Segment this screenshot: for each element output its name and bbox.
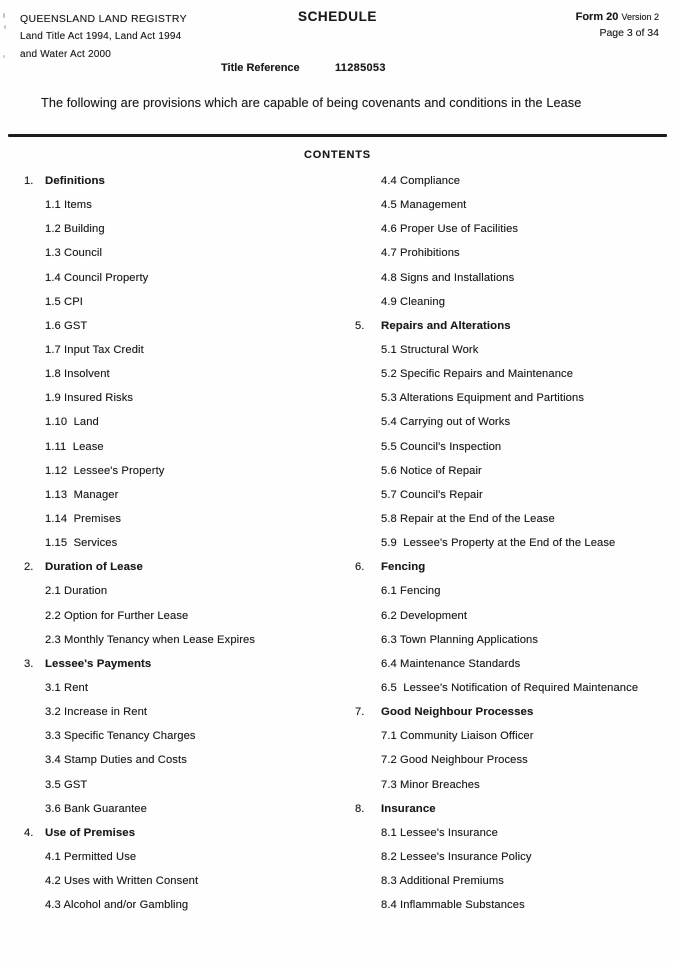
toc-entry-label: 5.9 Lessee's Property at the End of the Lease (381, 537, 616, 550)
toc-entry-label: 6.2 Development (381, 609, 468, 622)
toc-entry-label: 1.4 Council Property (45, 271, 149, 284)
toc-row (355, 676, 673, 700)
toc-entry-label: 4.7 Prohibitions (381, 247, 460, 260)
toc-row (24, 531, 344, 555)
toc-entry-label: Fencing (381, 561, 426, 574)
toc-entry-label: 4.4 Compliance (381, 175, 461, 188)
toc-entry-label: Good Neighbour Processes (381, 706, 534, 719)
toc-row (355, 700, 673, 724)
toc-entry-label: 1.11 Lease (45, 440, 104, 453)
toc-row (355, 579, 673, 603)
toc-entry-label: 5.2 Specific Repairs and Maintenance (381, 368, 574, 381)
toc-entry-label: 8.1 Lessee's Insurance (381, 826, 498, 839)
toc-row (355, 241, 673, 265)
toc-row (355, 290, 673, 314)
toc-entry-label: 1.6 GST (45, 319, 88, 332)
toc-entry-label: 1.15 Services (45, 537, 118, 550)
toc-section-number: 1. (24, 175, 34, 188)
toc-row (24, 579, 344, 603)
toc-row (24, 266, 344, 290)
toc-row (24, 748, 344, 772)
toc-row (24, 362, 344, 386)
toc-entry-label: 1.13 Manager (45, 488, 119, 501)
toc-row (24, 459, 344, 483)
toc-section-number: 2. (24, 561, 34, 574)
toc-entry-label: 4.9 Cleaning (381, 295, 446, 308)
toc-entry-label: 5.3 Alterations Equipment and Partitions (381, 392, 585, 405)
toc-entry-label: 4.5 Management (381, 199, 467, 212)
toc-entry-label: 1.2 Building (45, 223, 105, 236)
scan-speck (4, 25, 6, 29)
toc-entry-label: 1.9 Insured Risks (45, 392, 134, 405)
toc-row (355, 652, 673, 676)
toc-row (24, 314, 344, 338)
toc-section-number: 3. (24, 657, 34, 670)
toc-entry-label: 7.2 Good Neighbour Process (381, 754, 528, 767)
toc-row (24, 845, 344, 869)
title-reference-value: 11285053 (335, 62, 386, 74)
form-version: Version 2 (621, 12, 659, 22)
toc-entry-label: 3.6 Bank Guarantee (45, 802, 147, 815)
toc-row (355, 217, 673, 241)
toc-section-number: 5. (355, 319, 365, 332)
toc-entry-label: 1.14 Premises (45, 513, 122, 526)
toc-row (24, 893, 344, 917)
toc-entry-label: 1.5 CPI (45, 295, 84, 308)
toc-entry-label: 3.5 GST (45, 778, 88, 791)
toc-entry-label: 2.1 Duration (45, 585, 108, 598)
toc-row (24, 555, 344, 579)
toc-entry-label: 8.3 Additional Premiums (381, 875, 504, 888)
toc-entry-label: 4.2 Uses with Written Consent (45, 875, 199, 888)
toc-entry-label: Duration of Lease (45, 561, 143, 574)
form-number: Form 20 (575, 11, 619, 23)
toc-entry-label: 5.1 Structural Work (381, 344, 479, 357)
toc-entry-label: 5.8 Repair at the End of the Lease (381, 513, 555, 526)
toc-row (24, 241, 344, 265)
toc-entry-label: 6.1 Fencing (381, 585, 441, 598)
toc-row (355, 435, 673, 459)
toc-row (355, 845, 673, 869)
toc-entry-label: 5.7 Council's Repair (381, 488, 483, 501)
toc-entry-label: 3.1 Rent (45, 682, 89, 695)
toc-row (355, 169, 673, 193)
title-reference-label: Title Reference (221, 62, 300, 74)
toc-entry-label: 5.5 Council's Inspection (381, 440, 502, 453)
toc-row (355, 483, 673, 507)
toc-entry-label: 8.2 Lessee's Insurance Policy (381, 851, 532, 863)
toc-row (24, 724, 344, 748)
toc-row (355, 797, 673, 821)
contents-heading: CONTENTS (304, 149, 371, 161)
toc-section-number: 7. (355, 706, 365, 719)
toc-row (24, 797, 344, 821)
toc-row (24, 386, 344, 410)
toc-entry-label: Definitions (45, 175, 105, 188)
toc-row (355, 410, 673, 434)
toc-row (355, 362, 673, 386)
toc-entry-label: 3.2 Increase in Rent (45, 706, 148, 719)
toc-entry-label: 8.4 Inflammable Substances (381, 899, 525, 912)
toc-row (355, 724, 673, 748)
toc-section-number: 4. (24, 826, 34, 839)
toc-entry-label: Lessee's Payments (45, 657, 152, 670)
toc-row (355, 266, 673, 290)
toc-entry-label: 1.8 Insolvent (45, 368, 110, 381)
toc-row (24, 169, 344, 193)
toc-row (355, 821, 673, 845)
toc-row (24, 483, 344, 507)
toc-entry-label: 3.4 Stamp Duties and Costs (45, 754, 187, 767)
toc-row (355, 604, 673, 628)
toc-entry-label: 2.2 Option for Further Lease (45, 609, 189, 622)
toc-entry-label: 1.3 Council (45, 247, 103, 260)
toc-row (24, 604, 344, 628)
toc-entry-label: 4.6 Proper Use of Facilities (381, 223, 519, 236)
page-indicator: Page 3 of 34 (599, 27, 659, 39)
toc-row (355, 531, 673, 555)
toc-entry-label: 5.6 Notice of Repair (381, 464, 482, 477)
toc-entry-label: 4.3 Alcohol and/or Gambling (45, 899, 189, 912)
toc-entry-label: 6.5 Lessee's Notification of Required Maintenance (381, 682, 639, 695)
toc-entry-label: 1.10 Land (45, 416, 99, 429)
toc-entry-label: 4.8 Signs and Installations (381, 271, 515, 284)
toc-entry-label: Use of Premises (45, 826, 136, 839)
toc-row (355, 507, 673, 531)
toc-row (355, 748, 673, 772)
toc-entry-label: Insurance (381, 802, 436, 815)
toc-row (24, 290, 344, 314)
contents-left-column (24, 169, 344, 917)
toc-row (24, 217, 344, 241)
toc-row (24, 628, 344, 652)
acts-line-2: and Water Act 2000 (20, 49, 112, 60)
toc-row (355, 773, 673, 797)
toc-row (24, 507, 344, 531)
toc-entry-label: Repairs and Alterations (381, 319, 511, 332)
toc-entry-label: 3.3 Specific Tenancy Charges (45, 730, 196, 743)
toc-entry-label: 7.1 Community Liaison Officer (381, 730, 534, 743)
toc-row (24, 193, 344, 217)
form-identifier (576, 11, 659, 23)
toc-row (24, 435, 344, 459)
toc-row (355, 314, 673, 338)
registry-name: QUEENSLAND LAND REGISTRY (20, 13, 187, 25)
toc-row (24, 410, 344, 434)
toc-row (24, 338, 344, 362)
page-title: SCHEDULE (297, 9, 378, 24)
toc-row (355, 555, 673, 579)
toc-row (24, 869, 344, 893)
toc-entry-label: 7.3 Minor Breaches (381, 778, 480, 791)
horizontal-rule (8, 134, 667, 137)
intro-provision-text: The following are provisions which are capable of being covenants and conditions in the Lease (41, 96, 582, 110)
toc-row (355, 628, 673, 652)
contents-right-column (355, 169, 673, 917)
toc-entry-label: 6.4 Maintenance Standards (381, 657, 521, 670)
toc-row (355, 459, 673, 483)
toc-row (24, 821, 344, 845)
toc-entry-label: 2.3 Monthly Tenancy when Lease Expires (45, 633, 256, 646)
toc-section-number: 6. (355, 561, 365, 574)
acts-line-1: Land Title Act 1994, Land Act 1994 (20, 31, 182, 42)
toc-row (355, 193, 673, 217)
toc-row (355, 338, 673, 362)
toc-entry-label: 6.3 Town Planning Applications (381, 633, 539, 646)
toc-entry-label: 4.1 Permitted Use (45, 851, 137, 863)
toc-row (24, 700, 344, 724)
scan-speck (3, 55, 5, 58)
toc-row (355, 869, 673, 893)
toc-row (355, 893, 673, 917)
toc-row (24, 676, 344, 700)
toc-entry-label: 1.12 Lessee's Property (45, 464, 165, 477)
toc-entry-label: 1.1 Items (45, 199, 92, 212)
toc-entry-label: 1.7 Input Tax Credit (45, 344, 144, 357)
toc-section-number: 8. (355, 802, 365, 815)
toc-entry-label: 5.4 Carrying out of Works (381, 416, 511, 429)
toc-row (355, 386, 673, 410)
toc-row (24, 773, 344, 797)
toc-row (24, 652, 344, 676)
